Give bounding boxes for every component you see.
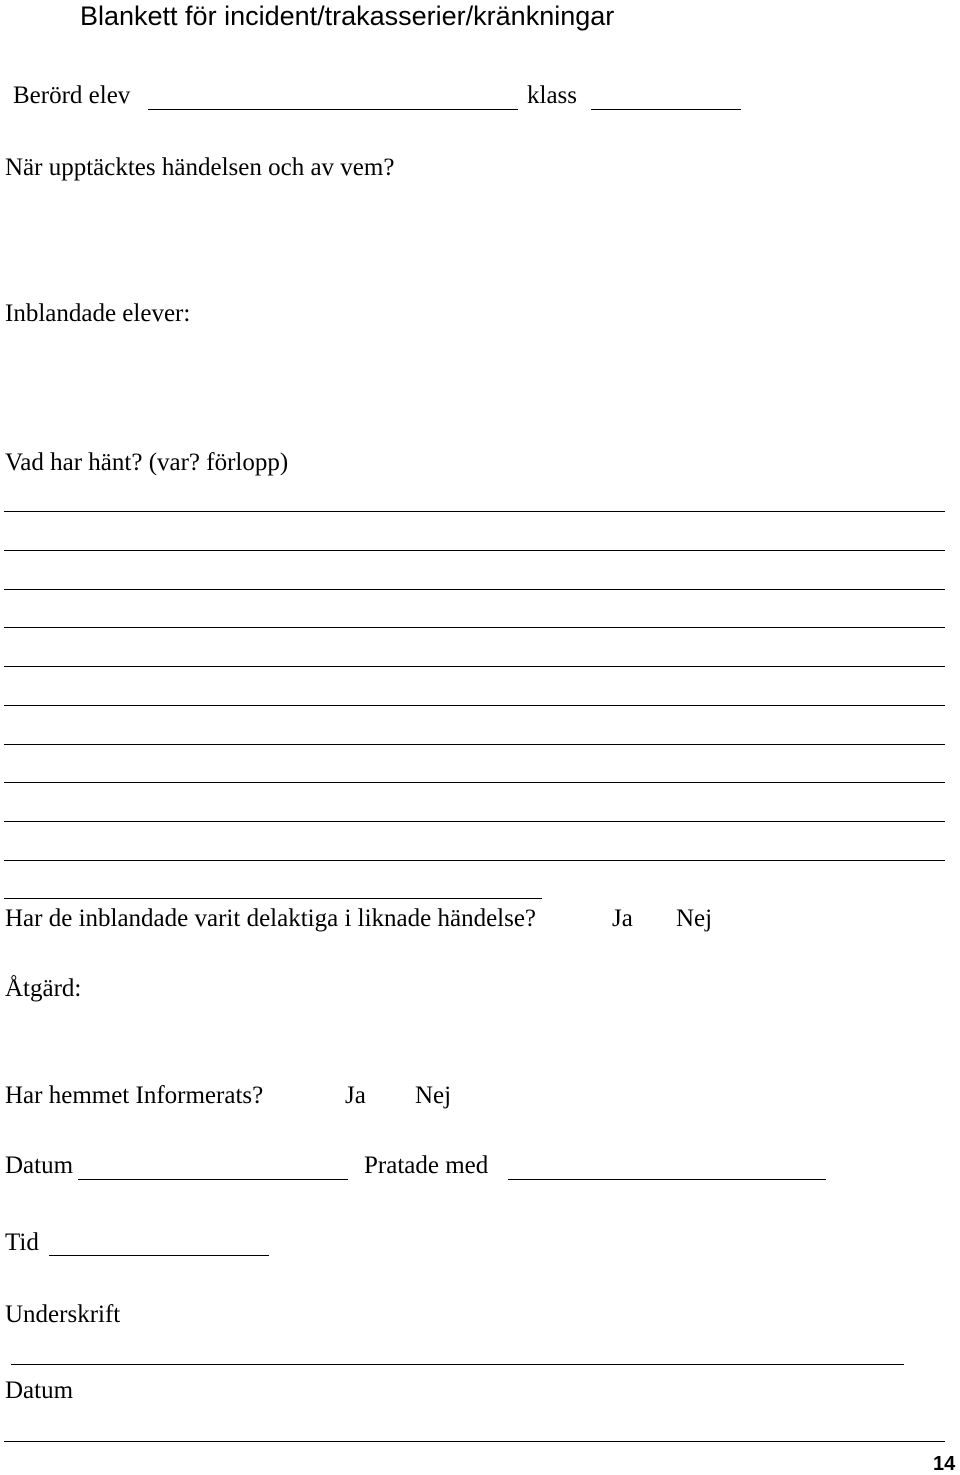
writing-line[interactable] bbox=[4, 705, 945, 706]
spoke-with-line[interactable] bbox=[508, 1179, 826, 1180]
writing-line[interactable] bbox=[4, 782, 945, 783]
writing-line[interactable] bbox=[4, 627, 945, 628]
discovered-question: När upptäcktes händelsen och av vem? bbox=[5, 154, 395, 181]
second-date-line[interactable] bbox=[4, 1441, 945, 1442]
spoke-with-label: Pratade med bbox=[364, 1152, 489, 1179]
writing-line[interactable] bbox=[4, 666, 945, 667]
affected-student-label: Berörd elev bbox=[13, 82, 131, 109]
what-happened-question: Vad har hänt? (var? förlopp) bbox=[5, 449, 289, 476]
class-label: klass bbox=[527, 82, 577, 109]
previously-involved-question: Har de inblandade varit delaktiga i liknade händelse? bbox=[5, 905, 537, 932]
writing-line[interactable] bbox=[4, 744, 945, 745]
writing-line[interactable] bbox=[4, 511, 945, 512]
signature-label: Underskrift bbox=[5, 1301, 121, 1328]
previously-involved-no-option[interactable]: Nej bbox=[676, 905, 713, 932]
date-label: Datum bbox=[5, 1152, 74, 1179]
page-number: 14 bbox=[933, 1453, 956, 1475]
writing-line[interactable] bbox=[4, 821, 945, 822]
home-informed-yes-option[interactable]: Ja bbox=[345, 1082, 366, 1109]
time-label: Tid bbox=[5, 1229, 39, 1256]
writing-line[interactable] bbox=[4, 860, 945, 861]
class-line[interactable] bbox=[591, 109, 741, 110]
home-informed-no-option[interactable]: Nej bbox=[415, 1082, 452, 1109]
second-date-label: Datum bbox=[5, 1377, 74, 1404]
previously-involved-yes-option[interactable]: Ja bbox=[612, 905, 633, 932]
time-line[interactable] bbox=[49, 1255, 269, 1256]
writing-line[interactable] bbox=[4, 898, 542, 899]
home-informed-question: Har hemmet Informerats? bbox=[5, 1082, 264, 1109]
date-line[interactable] bbox=[78, 1179, 348, 1180]
affected-student-line[interactable] bbox=[148, 109, 518, 110]
action-label: Åtgärd: bbox=[5, 975, 82, 1002]
involved-students-label: Inblandade elever: bbox=[5, 300, 191, 327]
signature-line[interactable] bbox=[11, 1364, 904, 1365]
form-title: Blankett för incident/trakasserier/kränkningar bbox=[80, 1, 615, 31]
writing-line[interactable] bbox=[4, 550, 945, 551]
writing-line[interactable] bbox=[4, 589, 945, 590]
